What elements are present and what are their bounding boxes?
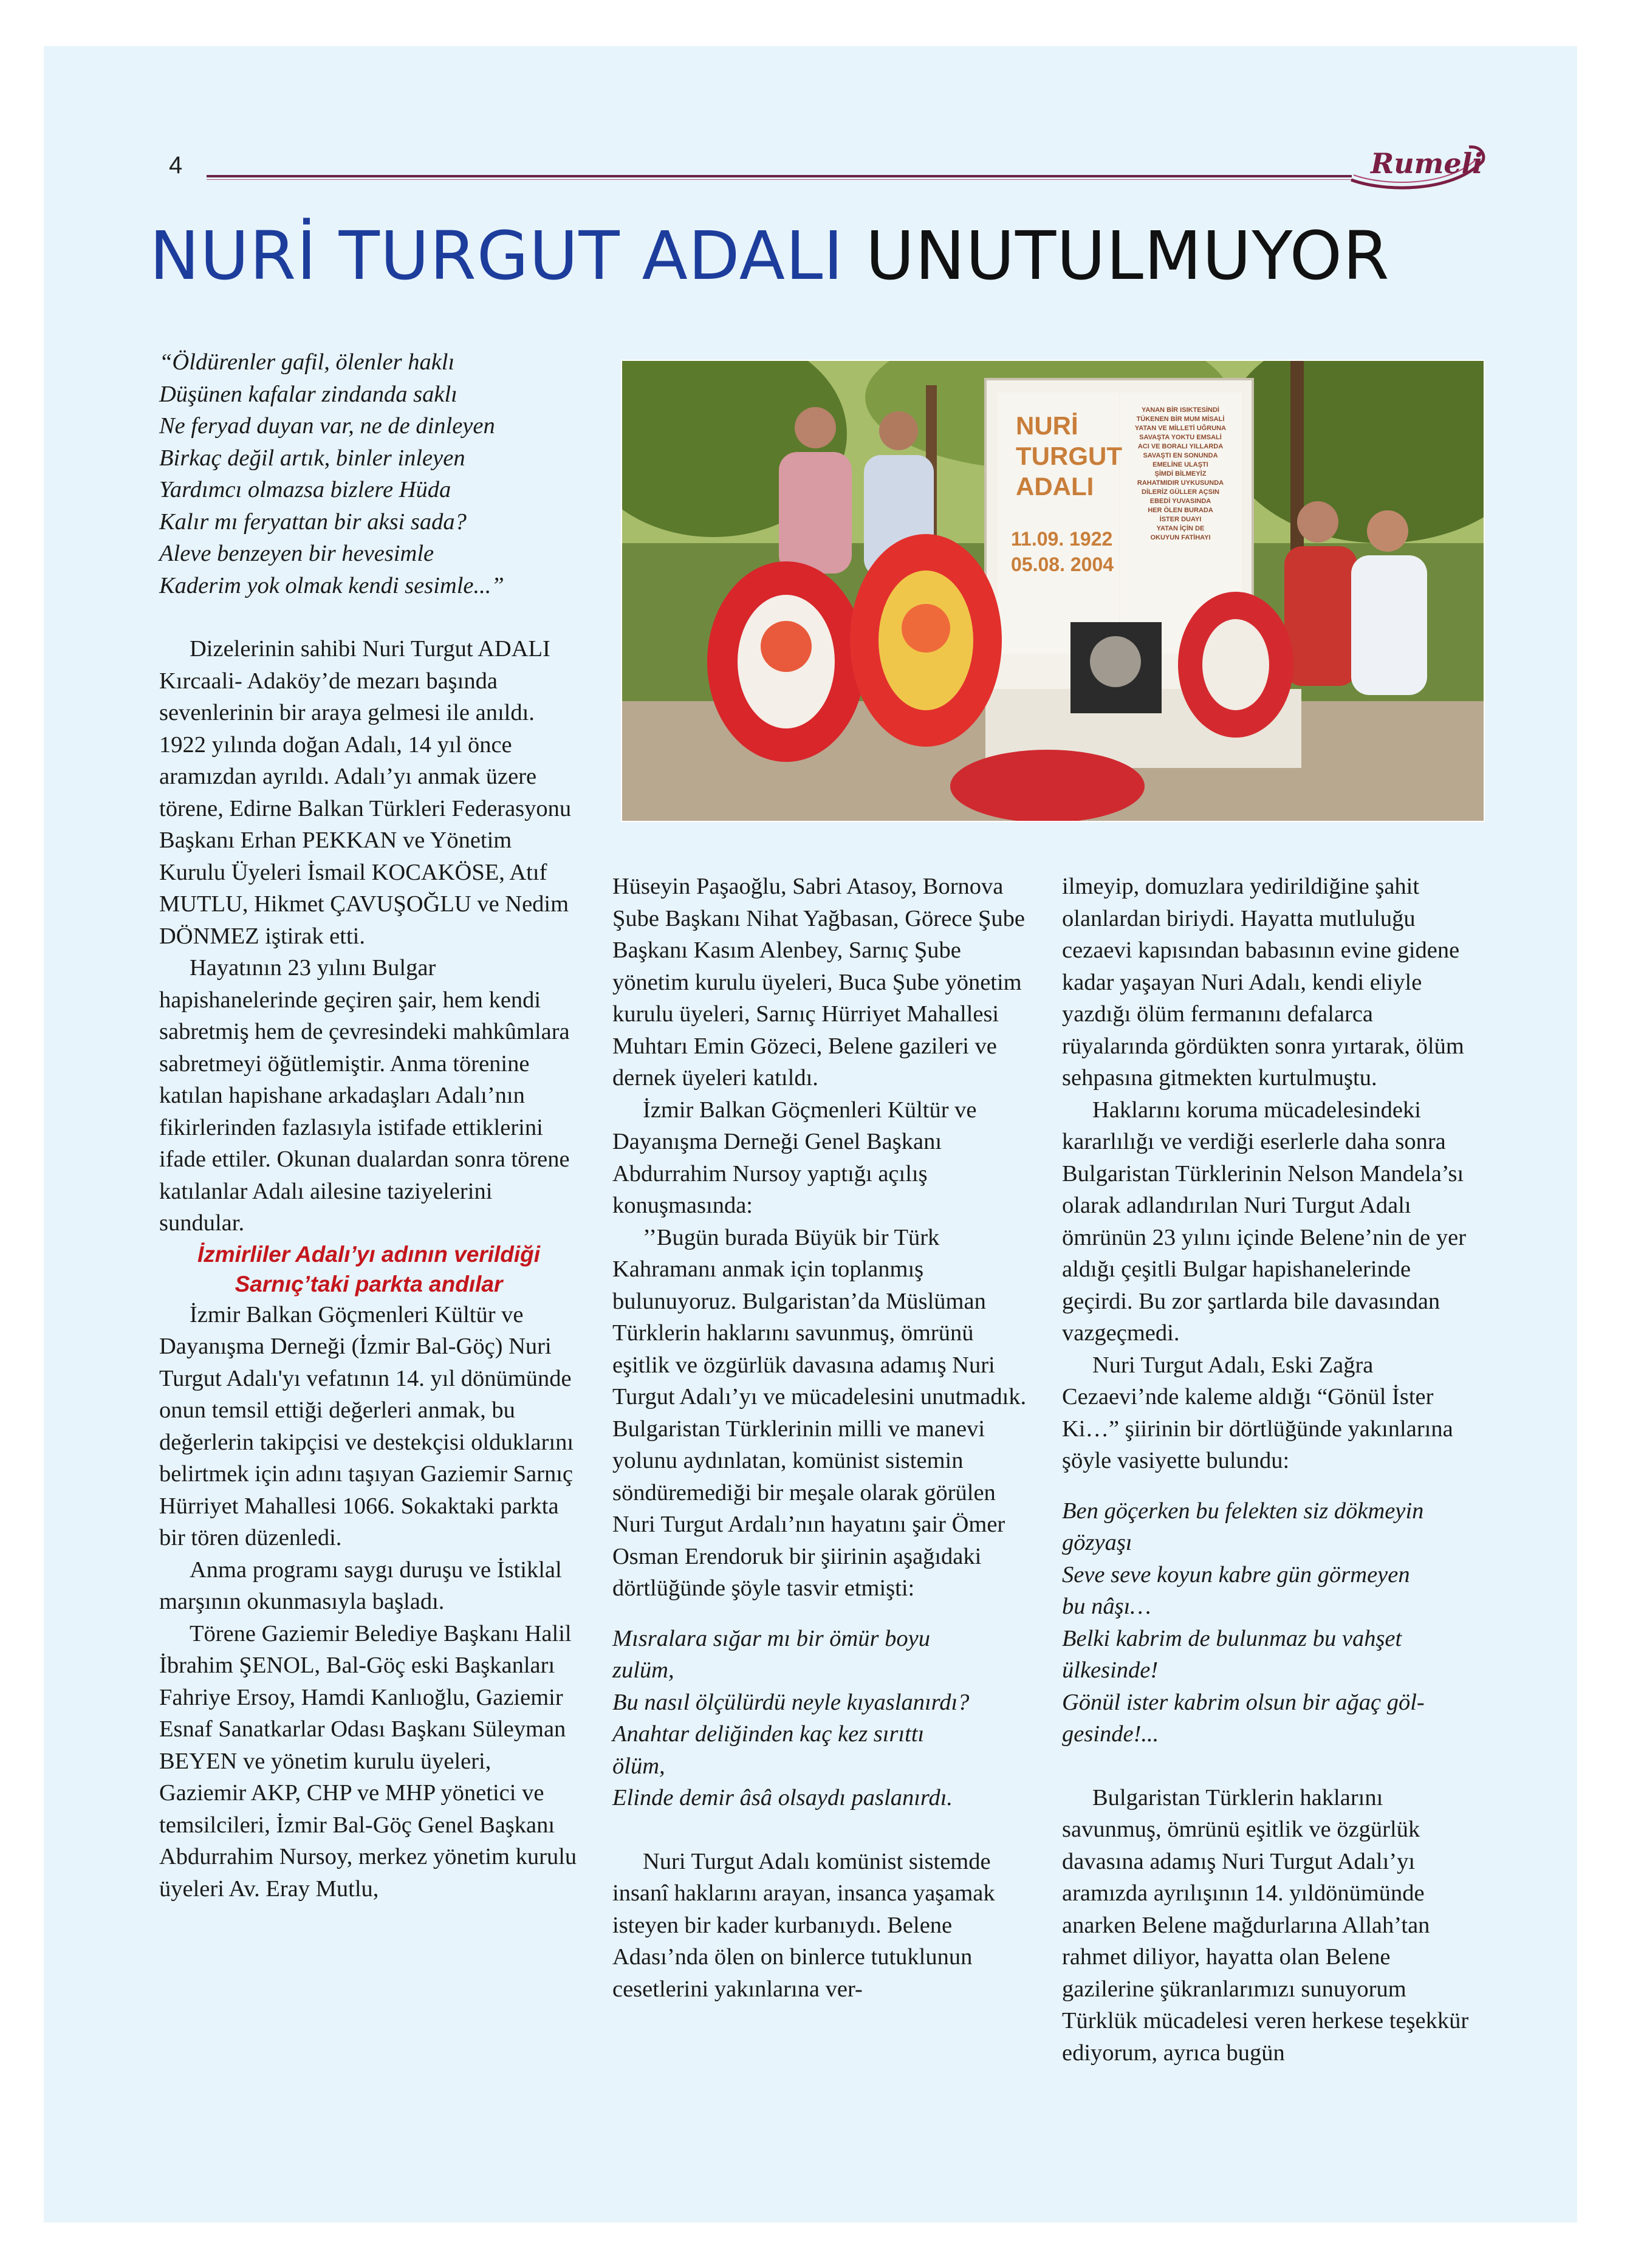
paragraph: Törene Gaziemir Belediye Başkanı Halil İbrahim ŞENOL, Bal-Göç eski Başkanları Fahriye Ersoy, Hamdi Kanlıoğlu, Gaziemir Esnaf Sanatkarlar Odası Başkanı Süleyman BEYEN ve yönetim kurulu üyeleri, Gaziemir AKP, CHP ve MHP yönetici ve temsilcileri, İzmir Bal-Göç Genel Başkanı Abdurrahim Nursoy, merkez yönetim kurulu üyeleri Av. Eray Mutlu,: [159, 1620, 577, 1902]
header-rule-thin: [207, 179, 1352, 180]
spacer: [612, 1814, 1032, 1846]
inscription-line: EBEDİ YUVASINDA: [1149, 498, 1211, 505]
paragraph: Dizelerinin sahibi Nuri Turgut ADALI Kırcaali- Adaköy’de mezarı başında sevenlerinin bir araya gelmesi ile anıldı. 1922 yılında doğan Adalı, 14 yıl önce aramızdan ayrıldı. Adalı’yı anmak üzere törene, Edirne Balkan Türkleri Federasyonu Başkanı Erhan PEKKAN ve Yönetim Kurulu Üyeleri İsmail KOCAKÖSE, Atıf MUTLU, Hikmet ÇAVUŞOĞLU ve Nedim DÖNMEZ iştirak etti.: [159, 636, 572, 949]
poem-line: ülkesinde!: [1062, 1657, 1159, 1683]
poem-line: “Öldürenler gafil, ölenler haklı: [159, 349, 455, 375]
title-verb: UNUTULMUYOR: [865, 217, 1390, 295]
poem-line: Birkaç değil artık, binler inleyen: [159, 445, 465, 471]
spacer: [612, 1605, 1032, 1623]
poem-line: Ben göçerken bu felekten siz dökmeyin: [1062, 1498, 1424, 1524]
poem-line: Kalır mı feryattan bir aksi sada?: [159, 509, 467, 535]
paragraph: Bulgaristan Türklerin haklarını savunmuş, ömrünü eşitlik ve özgürlük davasına adamış Nuri Turgut Adalı’yı aramızda ayrılışının 14. yıldönümünde anarken Belene mağdurlarına Allah’tan rahmet diliyor, hayatta olan Belene gazilerine şükranlarımızı sunuyorum Türklük mücadelesi veren herkese teşekkür ediyorum, ayrıca bugün: [1062, 1784, 1469, 2066]
paragraph: İzmir Balkan Göçmenleri Kültür ve Dayanışma Derneği Genel Başkanı Abdurrahim Nursoy yaptığı açılış konuşmasında:: [612, 1097, 977, 1218]
tomb-name: [1016, 411, 1122, 502]
section-subheading: İzmirliler Adalı’yı adının verildiği Sarnıç’taki parkta andılar: [197, 1241, 541, 1297]
paragraph: İzmir Balkan Göçmenleri Kültür ve Dayanışma Derneği (İzmir Bal-Göç) Nuri Turgut Adalı'yı vefatının 14. yıl dönümünde onun temsil ettiği değerleri anmak, bu değerlerin takipçisi ve destekçisi olduklarını belirtmek için adını taşıyan Gaziemir Sarnıç Hürriyet Mahallesi 1066. Sokaktaki parkta bir tören düzenledi.: [159, 1301, 574, 1550]
poem-line: Ne feryad duyan var, ne de dinleyen: [159, 413, 495, 439]
poem-line: gözyaşı: [1062, 1530, 1132, 1555]
tomb-name-line: ADALI: [1016, 472, 1094, 501]
column-3: [1062, 871, 1481, 2069]
inscription-line: SAVAŞTI EN SONUNDA: [1143, 452, 1218, 459]
poem-line: Seve seve koyun kabre gün görmeyen: [1062, 1561, 1410, 1588]
paragraph: Hüseyin Paşaoğlu, Sabri Atasoy, Bornova Şube Başkanı Nihat Yağbasan, Görece Şube Başkanı Kasım Alenbey, Sarnıç Şube yönetim kurulu üyeleri, Buca Şube yönetim kurulu üyeleri, Sarnıç Hürriyet Mahallesi Muhtarı Emin Gözeci, Belene gazileri ve dernek üyeleri katıldı.: [612, 874, 1025, 1091]
logo-text: Rumeli: [1371, 147, 1483, 180]
quoted-poem: [612, 1623, 1032, 1814]
inscription-line: SAVAŞTA YOKTU EMSALİ: [1139, 434, 1222, 441]
header-rule: [207, 175, 1352, 177]
tomb-name-line: NURİ: [1016, 411, 1078, 440]
column-1: [159, 346, 578, 1905]
inscription-line: YATAN VE MİLLETİ UĞRUNA: [1134, 425, 1227, 432]
column-2: [612, 871, 1032, 2005]
tomb-date-line: 05.08. 2004: [1011, 553, 1114, 575]
paragraph: Haklarını koruma mücadelesindeki kararlılığı ve verdiği eserlerle daha sonra Bulgaristan Türklerinin Nelson Mandela’sı olarak adlandırılan Nuri Turgut Adalı ömrünün 23 yılını içinde Belene’nin de yer aldığı çeşitli Bulgar hapishanelerinde geçirdi. Bu zor şartlarda bile davasından vazgeçmedi.: [1062, 1097, 1467, 1346]
poem-line: Kaderim yok olmak kendi sesimle...”: [159, 572, 504, 598]
title-name: NURİ TURGUT ADALI: [149, 217, 844, 295]
tomb-name-line: TURGUT: [1016, 442, 1122, 470]
inscription-line: YATAN İÇİN DE: [1156, 525, 1205, 532]
inscription-line: RAHATMIDIR UYKUSUNDA: [1137, 479, 1224, 487]
inscription-line: ŞİMDİ BİLMEYİZ: [1154, 470, 1207, 478]
tomb-dates: [1011, 526, 1114, 577]
rumeli-logo: [1348, 137, 1488, 192]
paragraph: ’’Bugün burada Büyük bir Türk Kahramanı anmak için toplanmış bulunuyoruz. Bulgaristan’da Müslüman Türklerin haklarını savunmuş, ömrünü eşitlik ve özgürlük davasına adamış Nuri Turgut Adalı’yı ve mücadelesini unutmadık. Bulgaristan Türklerinin milli ve manevi yolunu aydınlatan, komünist sistemin söndüremediği bir meşale olarak görülen Nuri Turgut Ardalı’nın hayatını şair Ömer Osman Erendoruk bir şiirinin aşağıdaki dörtlüğünde şöyle tasvir etmişti:: [612, 1224, 1027, 1601]
poem-line: Belki kabrim de bulunmaz bu vahşet: [1062, 1625, 1402, 1651]
poem-line: gesinde!...: [1062, 1721, 1159, 1747]
memorial-photo: [621, 360, 1485, 822]
paragraph: Anma programı saygı duruşu ve İstiklal marşının okunmasıyla başladı.: [159, 1557, 562, 1614]
spacer: [159, 601, 578, 633]
will-poem: [1062, 1495, 1481, 1750]
tomb-date-line: 11.09. 1922: [1011, 528, 1113, 550]
inscription-line: OKUYUN FATİHAYI: [1150, 534, 1211, 541]
inscription-line: DİLERİZ GÜLLER AÇSIN: [1142, 488, 1219, 496]
spacer: [1062, 1477, 1481, 1495]
poem-line: Aleve benzeyen bir hevesimle: [159, 541, 434, 566]
poem-line: zulüm,: [612, 1657, 674, 1683]
poem-line: Anahtar deliğinden kaç kez sırıttı: [612, 1721, 925, 1747]
poem-line: bu nâşı…: [1062, 1594, 1151, 1619]
inscription-line: YANAN BİR ISIKTESİNDİ: [1142, 406, 1219, 414]
inscription-line: HER ÖLEN BURADA: [1148, 507, 1213, 514]
paragraph: Nuri Turgut Adalı komünist sistemde insanî haklarını arayan, insanca yaşamak isteyen bir kader kurbanıydı. Belene Adası’nda ölen on binlerce tutuklunun cesetlerini yakınlarına ver-: [612, 1848, 995, 2002]
poem-line: Düşünen kafalar zindanda saklı: [159, 381, 457, 407]
poem-line: Bu nasıl ölçülürdü neyle kıyaslanırdı?: [612, 1689, 970, 1715]
inscription-line: TÜKENEN BİR MUM MİSALİ: [1136, 416, 1225, 423]
poem-line: Gönül ister kabrim olsun bir ağaç göl-: [1062, 1689, 1425, 1715]
paragraph: Hayatının 23 yılını Bulgar hapishanelerinde geçiren şair, hem kendi sabretmiş hem de çevresindeki mahkûmlara sabretmeyi öğütlemiştir. Anma törenine katılan hapishane arkadaşları Adalı’nın fikirlerinden fazlasıyla istifade ettiklerini ifade ettiler. Okunan dualardan sonra törene katılanlar Adalı ailesine taziyelerini sundular.: [159, 955, 570, 1236]
inscription-line: EMELİNE ULAŞTI: [1153, 461, 1208, 468]
poem-line: Elinde demir âsâ olsaydı paslanırdı.: [612, 1785, 953, 1811]
spacer: [1062, 1750, 1481, 1782]
poem-line: Mısralara sığar mı bir ömür boyu: [612, 1625, 931, 1651]
inscription-line: ACI VE BORALI YILLARDA: [1137, 443, 1224, 450]
paragraph: Nuri Turgut Adalı, Eski Zağra Cezaevi’nde kaleme aldığı “Gönül İster Ki…” şiirinin bir dörtlüğünde yakınlarına şöyle vasiyette bulundu:: [1062, 1352, 1453, 1473]
paragraph: ilmeyip, domuzlara yedirildiğine şahit olanlardan biriydi. Hayatta mutluluğu cezaevi kapısından babasının evine gidene kadar yaşayan Nuri Adalı, kendi eliyle yazdığı ölüm fermanını defalarca rüyalarında gördükten sonra yırtarak, ölüm sehpasına gitmekten kurtulmuştu.: [1062, 874, 1464, 1091]
tomb-inscription: [1123, 406, 1238, 543]
page-title: [149, 216, 1486, 296]
opening-poem: [159, 346, 578, 601]
inscription-line: İSTER DUAYI: [1159, 516, 1202, 523]
page-number: 4: [169, 152, 183, 179]
poem-line: Yardımcı olmazsa bizlere Hüda: [159, 477, 451, 502]
poem-line: ölüm,: [612, 1753, 665, 1779]
